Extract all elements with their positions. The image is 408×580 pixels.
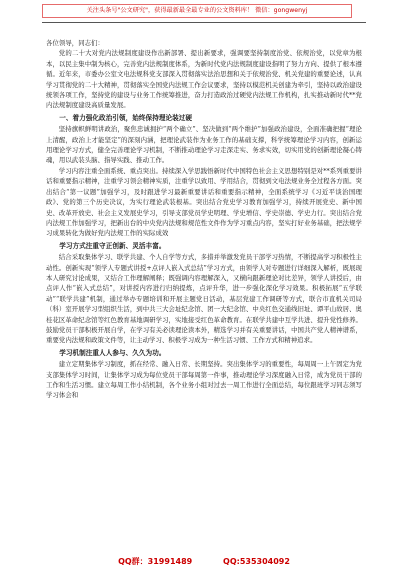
section-heading-1: 一、着力强化政治引领，始终保持理论装过硬 xyxy=(59,113,193,122)
promo-banner: 关注头条号"公文研究"，获得最新最全最专业的公文资料库！ 微信：gongwenyj xyxy=(42,4,352,18)
intro-paragraph: 党的二十大对党内法规制度建设作出新部署、提出新要求，强调要坚持制度治党、依规治党，以党章为根本，以民主集中制为核心，完善党内法规制度体系，为新时代党内法规制度建设指明了努力方向、提供了根本遵循。近年来，市委办公室文电法规科党支部深入贯彻落实法治思想和关于依规治党、机关党建的重要论述，认真学习贯彻党的二十大精神，贯彻落实全国党内法规工作会议要求，坚持以模范机关创建为牵引，坚持以政治建设统领各项工作，坚持党的建设与业务工作统筹推进，奋力打造政治过硬党内法规工作机构，扎实推动新时代**党内法规制度建设高质量发展。 xyxy=(46,49,362,110)
section-3-paragraph-1: 建立定期集体学习制度，抓在经常、融入日常、长期坚持。突出集体学习的重要性，每周周一上午固定为党支部集体学习时间，让集体学习成为每位党员干部每周第一件事，推动理论学习深度融入日常，成为党员干部的工作和生活习惯。建立每周工作小结机制，各个业务小组对过去一周工作进行全面总结，每位跟班学习同志须写学习体会和 xyxy=(46,360,362,400)
salutation: 各位领导，同志们： xyxy=(46,39,104,47)
document-body xyxy=(46,38,362,401)
qq-number: QQ:535304092 xyxy=(223,557,290,566)
section-1-paragraph-1: 坚持旗帜鲜明讲政治，聚焦忠诚拥护“两个确立”、坚决做到“两个维护”加强政治建设，全面准确把握“理论上清醒，政治上才能坚定”的深刻内涵，把理论武装作为业务工作的基础支撑，科学统筹理论学习内容，创新运用理论学习方式，健全完善理论学习机制，不断推动理论学习走深走实、务求实效，切实用党的创新理论凝心铸魂，用以武装头脑、指导实践、推动工作。 xyxy=(46,125,362,165)
qq-group: QQ群：31991489 xyxy=(118,557,193,566)
section-2-paragraph-1: 结合采取集体学习、联学共建、个人自学等方式，多措并举激发党员干部学习热情，不断提高学习积极性主动性。创新实现“领学人专题式讲授+点评人嵌入式总结”学习方式，由领学人对专题进行详细深入解析，既展现本人研究讨论成果，又结合工作理解阐释；既强调内容理解深入，又横向跟新理论对比差异，领学人讲授后，由点评人作“嵌入式总结”，对讲授内容进行归纳提炼，点评升华，进一步强化深化学习效果。积极拓展“五学联动”“联学共建”机制，通过举办专题培训和开展主题党日活动，基层党建工作调研等方式，联合市直机关司局（科）室开展学习型组织生活，到中共三大会址纪念馆、团一大纪念馆、中央红色交通线旧址、谭平山故居、奥桂花区革命纪念馆等红色教育基地调研学习，实地接受红色革命教育。在联学共建中互学共进、提升党性修养。鼓励党员干部积极开展自学，在学习有关必读理论读本外，精选学习并有关重要讲话，中国共产党人精神谱系，重要党内法规和政策文件等，让主动学习、积极学习成为一种生活习惯、工作方式和精神追求。 xyxy=(46,253,362,345)
header-rule xyxy=(42,22,366,23)
section-heading-3: 学习机制注重人人参与、久久为功。 xyxy=(59,348,166,357)
section-1-paragraph-2: 学习内容注重全面系统、重点突出。持续深入学思践悟新时代中国特色社会主义思想特别是对**系列重要讲话和重要指示精神，注重学习领会精神实质，注重学以致用、学用结合，贯彻到文电法规业务全过程各方面。突出结合“第一议题”加强学习，及时跟进学习最新重要讲话和重要指示精神，全面系统学习《习近平谈治国理政》、党的第三个历史决议，为实行理论武装根基。突出结合党史学习教育加强学习，持续开展党史、新中国史、改革开放史、社会主义发展史学习，引导支部党员学史明理、学史增信、学史崇德、学史力行。突出结合党内法规工作加强学习，把新出台的中央党内法规和规范性文件作为学习重点内容，坚实打好业务基础，把法规学习成果转化为做好党内法规工作的实际成效 xyxy=(46,166,362,238)
footer-contact xyxy=(0,556,408,567)
section-heading-2: 学习方式注重守正创新、灵活丰富。 xyxy=(59,241,166,250)
